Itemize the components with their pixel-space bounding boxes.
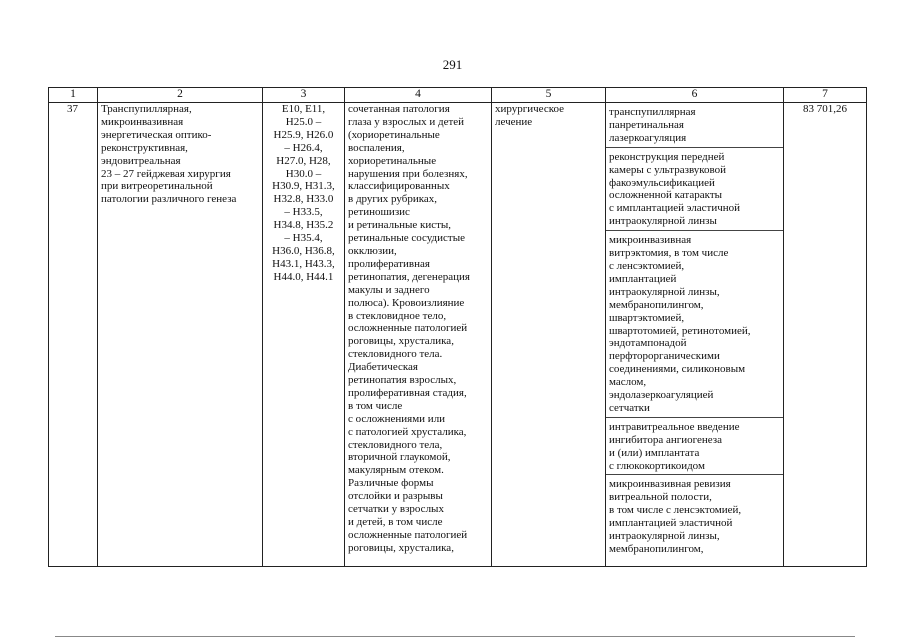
method-item: микроинвазивная ревизия витреальной полости, в том числе с ленсэктомией, имплантацией эластичной интраокулярной линзы, мембранопилингом, [609,478,742,555]
treatment-type: хирургическое лечение [492,103,606,567]
cost-value: 83 701,26 [784,103,867,567]
header-col-4: 4 [345,88,492,103]
header-col-5: 5 [492,88,606,103]
method-item: микроинвазивная витрэктомия, в том числе с ленсэктомией, имплантацией интраокулярной линзы, мембранопилингом, швартэктомией, швартотомией, ретинотомией, эндотампонадой перфторорганическими соединениями, силиконовым маслом, эндолазеркоагуляцией сетчатки [606,231,783,418]
icd-codes: E10, E11, H25.0 – H25.9, H26.0 – H26.4, H27.0, H28, H30.0 – H30.9, H31.3, H32.8, H33.0 – H33.5, H34.8, H35.2 – H35.4, H36.0, H36.8, H43.1, H43.3, H44.0, H44.1 [263,103,345,567]
table-row [49,103,867,567]
header-col-7: 7 [784,88,867,103]
method-item: реконструкция передней камеры с ультразвуковой факоэмульсификацией осложненной катаракты с имплантацией эластичной интраокулярной линзы [606,148,783,231]
method-item: интравитреальное введение ингибитора ангиогенеза и (или) имплантата с глюкокортикоидом [606,418,783,476]
method-item: транспупиллярная панретинальная лазеркоагуляция [606,103,783,148]
procedure-name: Транспупиллярная, микроинвазивная энергетическая оптико- реконструктивная, эндовитреальная 23 – 27 гейджевая хирургия при витреоретинальной патологии различного генеза [98,103,263,567]
medical-care-table [48,87,867,567]
row-number: 37 [49,103,98,567]
pathology-description: сочетанная патология глаза у взрослых и детей (хориоретинальные воспаления, хориоретинальные нарушения при болезнях, классифицированных в других рубриках, ретиношизис и ретинальные кисты, ретинальные сосудистые окклюзии, пролиферативная ретинопатия, дегенерация макулы и заднего полюса). Кровоизлияние в стекловидное тело, осложненные патологией роговицы, хрусталика, стекловидного тела. Диабетическая ретинопатия взрослых, пролиферативная стадия, в том числе с осложнениями или с патологией хрусталика, стекловидного тела, вторичной глаукомой, макулярным отеком. Различные формы отслойки и разрывы сетчатки у взрослых и детей, в том числе осложненные патологией роговицы, хрусталика, [345,103,492,567]
header-row [49,88,867,103]
header-col-6: 6 [606,88,784,103]
treatment-methods [606,103,784,567]
header-col-1: 1 [49,88,98,103]
header-col-2: 2 [98,88,263,103]
page-number: 291 [442,57,463,72]
page-edge-line [55,636,855,637]
header-col-3: 3 [263,88,345,103]
